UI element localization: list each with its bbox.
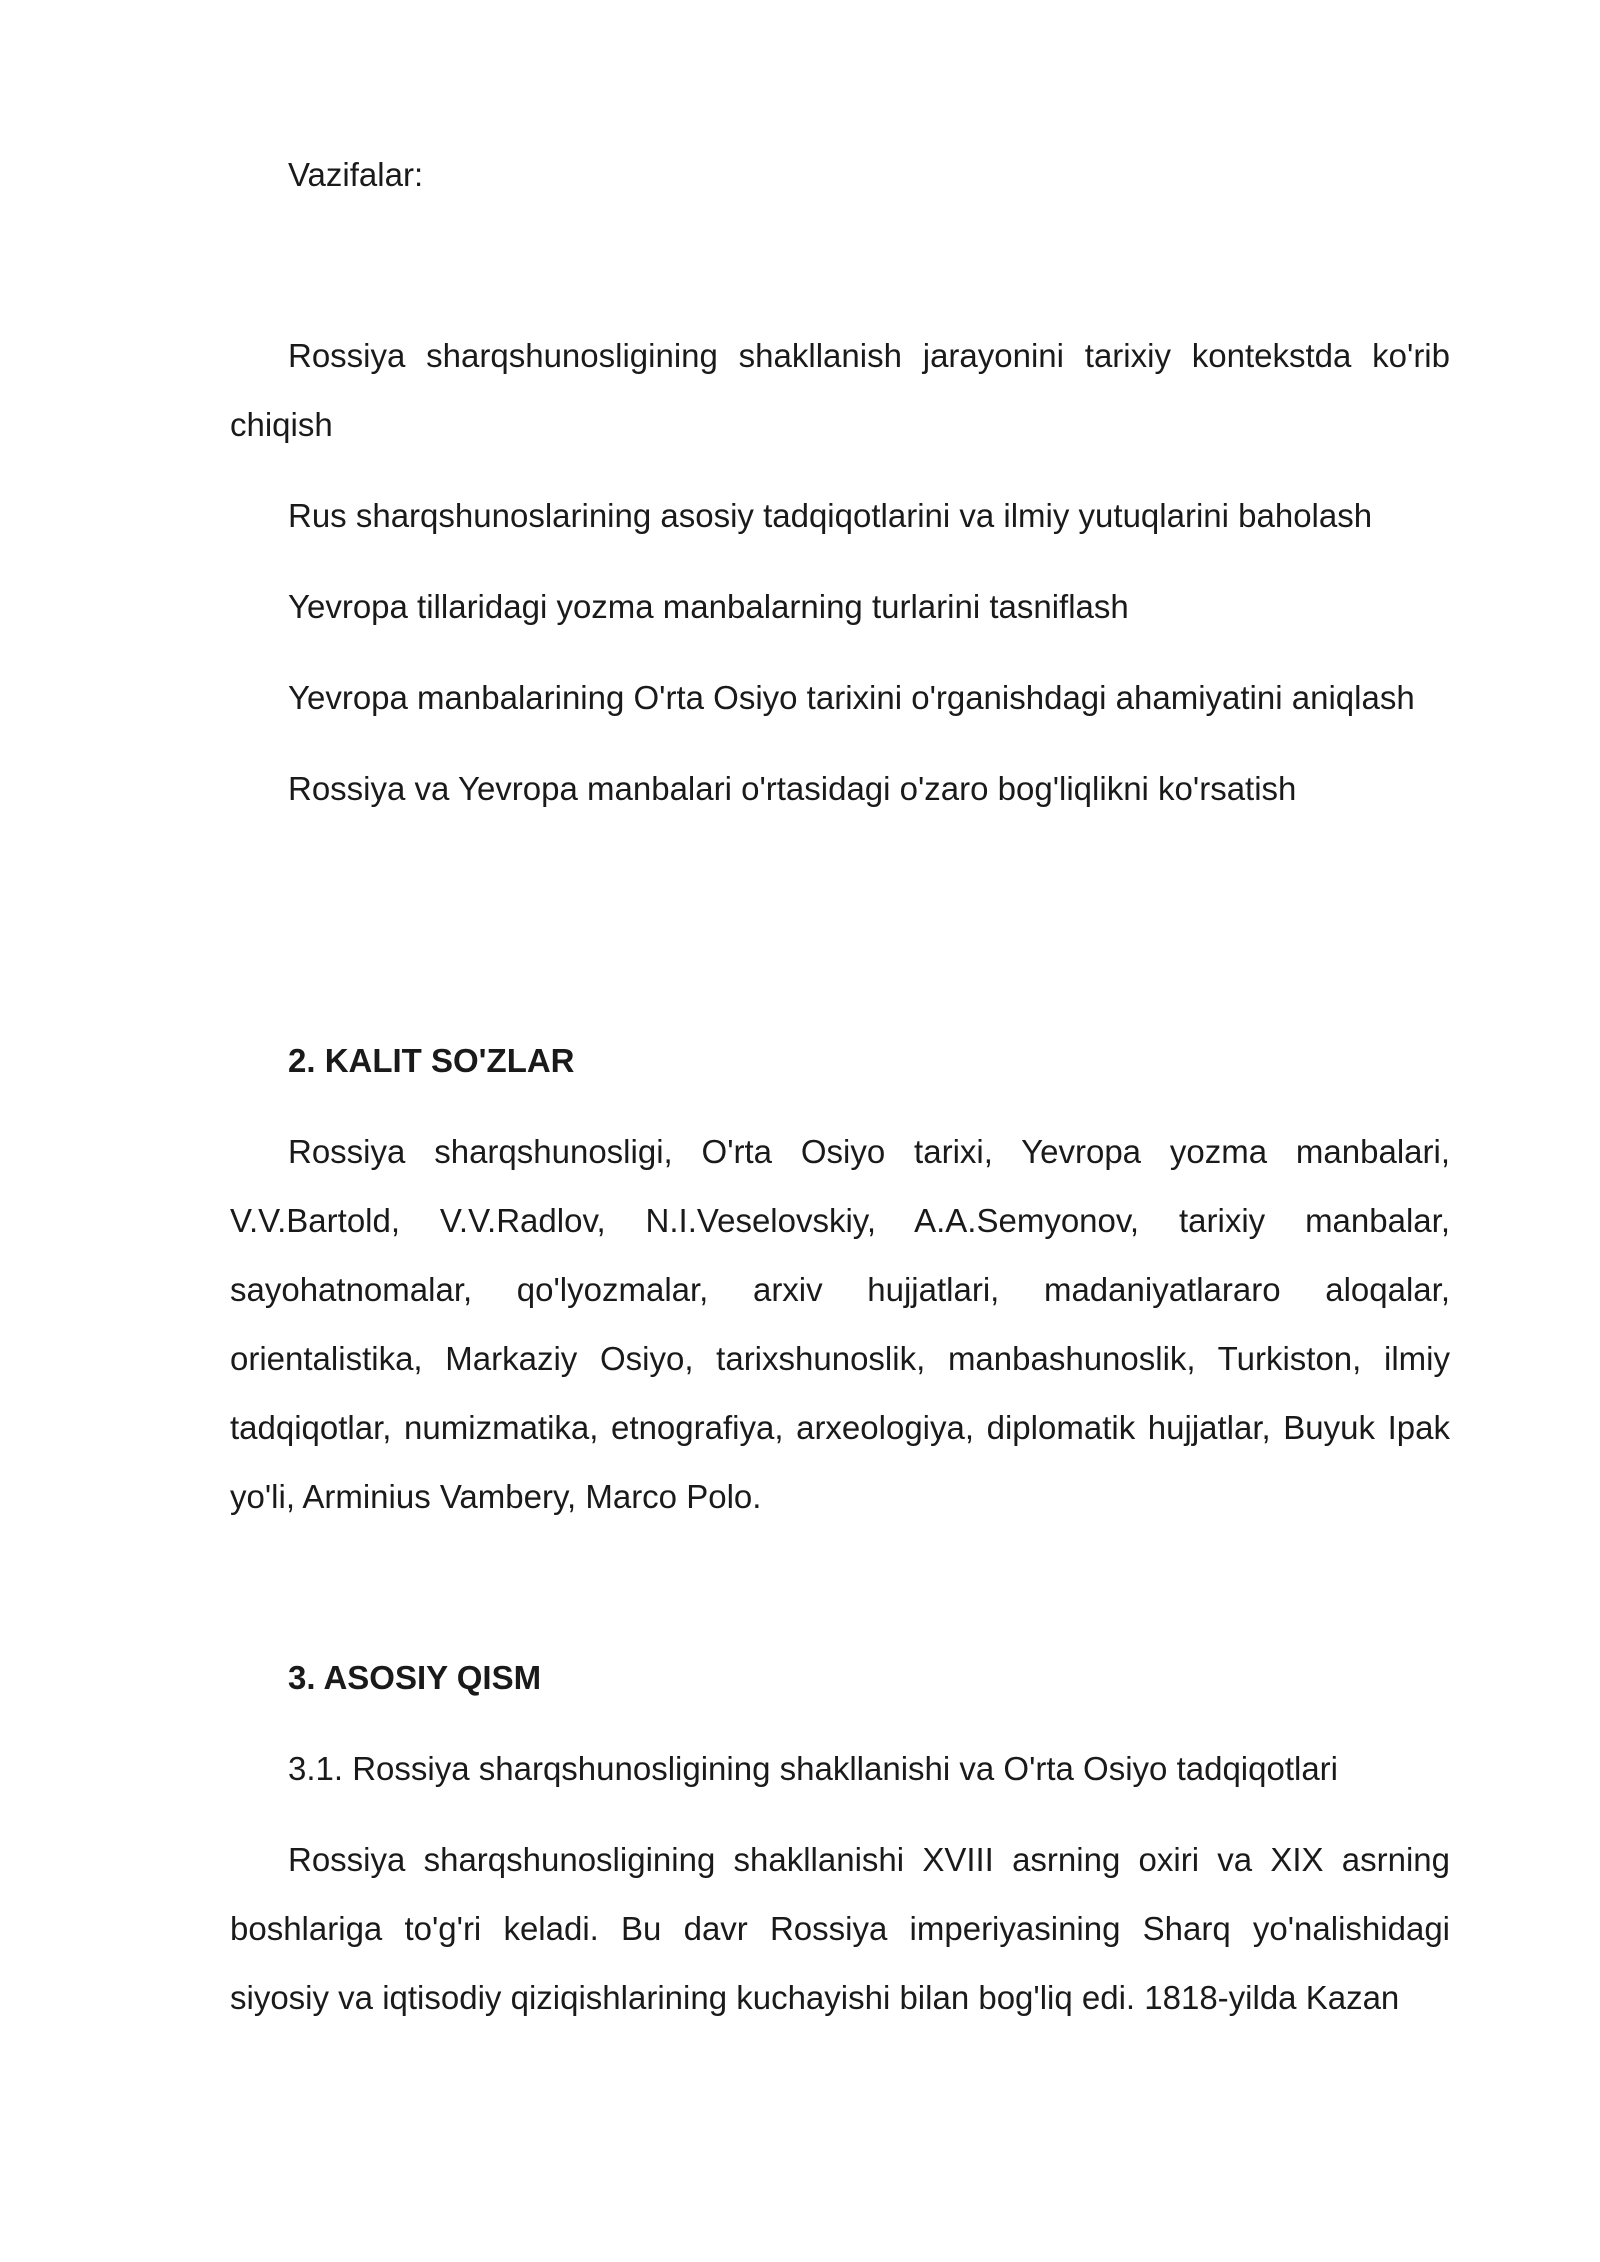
subsection-title: 3.1. Rossiya sharqshunosligining shakllanishi va O'rta Osiyo tadqiqotlari xyxy=(288,1750,1339,1787)
document-page xyxy=(230,140,1450,2032)
task-item: Yevropa tillaridagi yozma manbalarning turlarini tasniflash xyxy=(288,588,1129,625)
task-item: Rossiya sharqshunosligining shakllanish jarayonini tarixiy kontekstda ko'rib chiqish xyxy=(230,337,1450,443)
task-item: Rossiya va Yevropa manbalari o'rtasidagi o'zaro bog'liqlikni ko'rsatish xyxy=(288,770,1297,807)
task-item: Yevropa manbalarining O'rta Osiyo tarixini o'rganishdagi ahamiyatini aniqlash xyxy=(288,679,1415,716)
keywords-paragraph: Rossiya sharqshunosligi, O'rta Osiyo tarixi, Yevropa yozma manbalari, V.V.Bartold, V.V.Radlov, N.I.Veselovskiy, A.A.Semyonov, tarixiy manbalar, sayohatnomalar, qo'lyozmalar, arxiv hujjatlari, madaniyatlararo aloqalar, orientalistika, Markaziy Osiyo, tarixshunoslik, manbashunoslik, Turkiston, ilmiy tadqiqotlar, numizmatika, etnografiya, arxeologiya, diplomatik hujjatlar, Buyuk Ipak yo'li, Arminius Vambery, Marco Polo. xyxy=(230,1133,1450,1515)
tasks-label: Vazifalar: xyxy=(288,156,424,193)
main-heading: 3. ASOSIY QISM xyxy=(288,1659,542,1696)
keywords-heading: 2. KALIT SO'ZLAR xyxy=(288,1042,575,1079)
task-item: Rus sharqshunoslarining asosiy tadqiqotlarini va ilmiy yutuqlarini baholash xyxy=(288,497,1373,534)
body-paragraph: Rossiya sharqshunosligining shakllanishi XVIII asrning oxiri va XIX asrning boshlariga to'g'ri keladi. Bu davr Rossiya imperiyasining Sharq yo'nalishidagi siyosiy va iqtisodiy qiziqishlarining kuchayishi bilan bog'liq edi. 1818-yilda Kazan xyxy=(230,1841,1450,2016)
